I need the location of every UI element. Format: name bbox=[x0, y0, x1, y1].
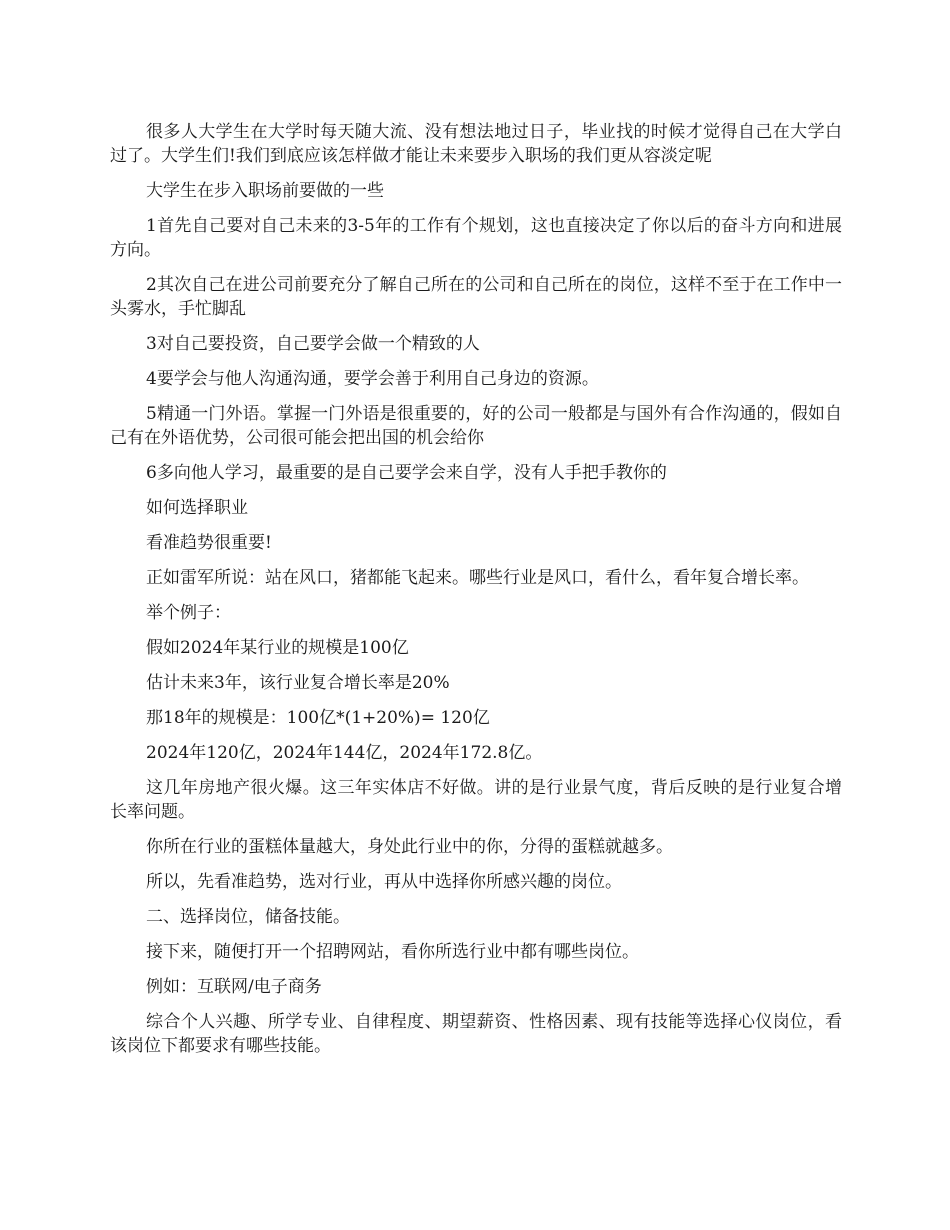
document-page bbox=[110, 120, 842, 1069]
paragraph-item-2: 2其次自己在进公司前要充分了解自己所在的公司和自己所在的岗位，这样不至于在工作中一头雾水，手忙脚乱 bbox=[110, 275, 842, 319]
paragraph-recruit: 接下来，随便打开一个招聘网站，看你所选行业中都有哪些岗位。 bbox=[146, 942, 639, 962]
paragraph-example-intro: 举个例子： bbox=[146, 603, 231, 623]
paragraph-item-5: 5精通一门外语。掌握一门外语是很重要的，好的公司一般都是与国外有合作沟通的，假如自己有在外语优势，公司很可能会把出国的机会给你 bbox=[110, 404, 842, 448]
paragraph-example-4: 2024年120亿，2024年144亿，2024年172.8亿。 bbox=[146, 743, 543, 763]
paragraph-heading-positions: 二、选择岗位，储备技能。 bbox=[146, 907, 350, 927]
paragraph-skills: 综合个人兴趣、所学专业、自律程度、期望薪资、性格因素、现有技能等选择心仪岗位，看该岗位下都要求有哪些技能。 bbox=[110, 1012, 842, 1056]
paragraph-example-2: 估计未来3年，该行业复合增长率是20% bbox=[146, 673, 450, 693]
paragraph-item-1: 1首先自己要对自己未来的3-5年的工作有个规划，这也直接决定了你以后的奋斗方向和进展方向。 bbox=[110, 216, 842, 260]
paragraph-example-1: 假如2024年某行业的规模是100亿 bbox=[146, 638, 409, 658]
paragraph-item-3: 3对自己要投资，自己要学会做一个精致的人 bbox=[146, 334, 480, 354]
paragraph-quote: 正如雷军所说：站在风口，猪都能飞起来。哪些行业是风口，看什么，看年复合增长率。 bbox=[146, 568, 809, 588]
paragraph-example-3: 那18年的规模是：100亿*(1+20%)= 120亿 bbox=[146, 708, 490, 728]
paragraph-example-industry: 例如：互联网/电子商务 bbox=[146, 977, 322, 997]
paragraph-cake: 你所在行业的蛋糕体量越大，身处此行业中的你，分得的蛋糕就越多。 bbox=[146, 837, 673, 857]
paragraph-trend: 看准趋势很重要! bbox=[146, 533, 272, 553]
paragraph-conclusion: 所以，先看准趋势，选对行业，再从中选择你所感兴趣的岗位。 bbox=[146, 872, 622, 892]
paragraph-heading-prep: 大学生在步入职场前要做的一些 bbox=[146, 181, 384, 201]
paragraph-item-6: 6多向他人学习，最重要的是自己要学会来自学，没有人手把手教你的 bbox=[146, 463, 667, 483]
paragraph-item-4: 4要学会与他人沟通沟通，要学会善于利用自己身边的资源。 bbox=[146, 369, 599, 389]
paragraph-heading-career: 如何选择职业 bbox=[146, 498, 248, 518]
paragraph-intro: 很多人大学生在大学时每天随大流、没有想法地过日子，毕业找的时候才觉得自己在大学白过了。大学生们!我们到底应该怎样做才能让未来要步入职场的我们更从容淡定呢 bbox=[110, 122, 842, 166]
paragraph-realestate: 这几年房地产很火爆。这三年实体店不好做。讲的是行业景气度，背后反映的是行业复合增长率问题。 bbox=[110, 778, 842, 822]
